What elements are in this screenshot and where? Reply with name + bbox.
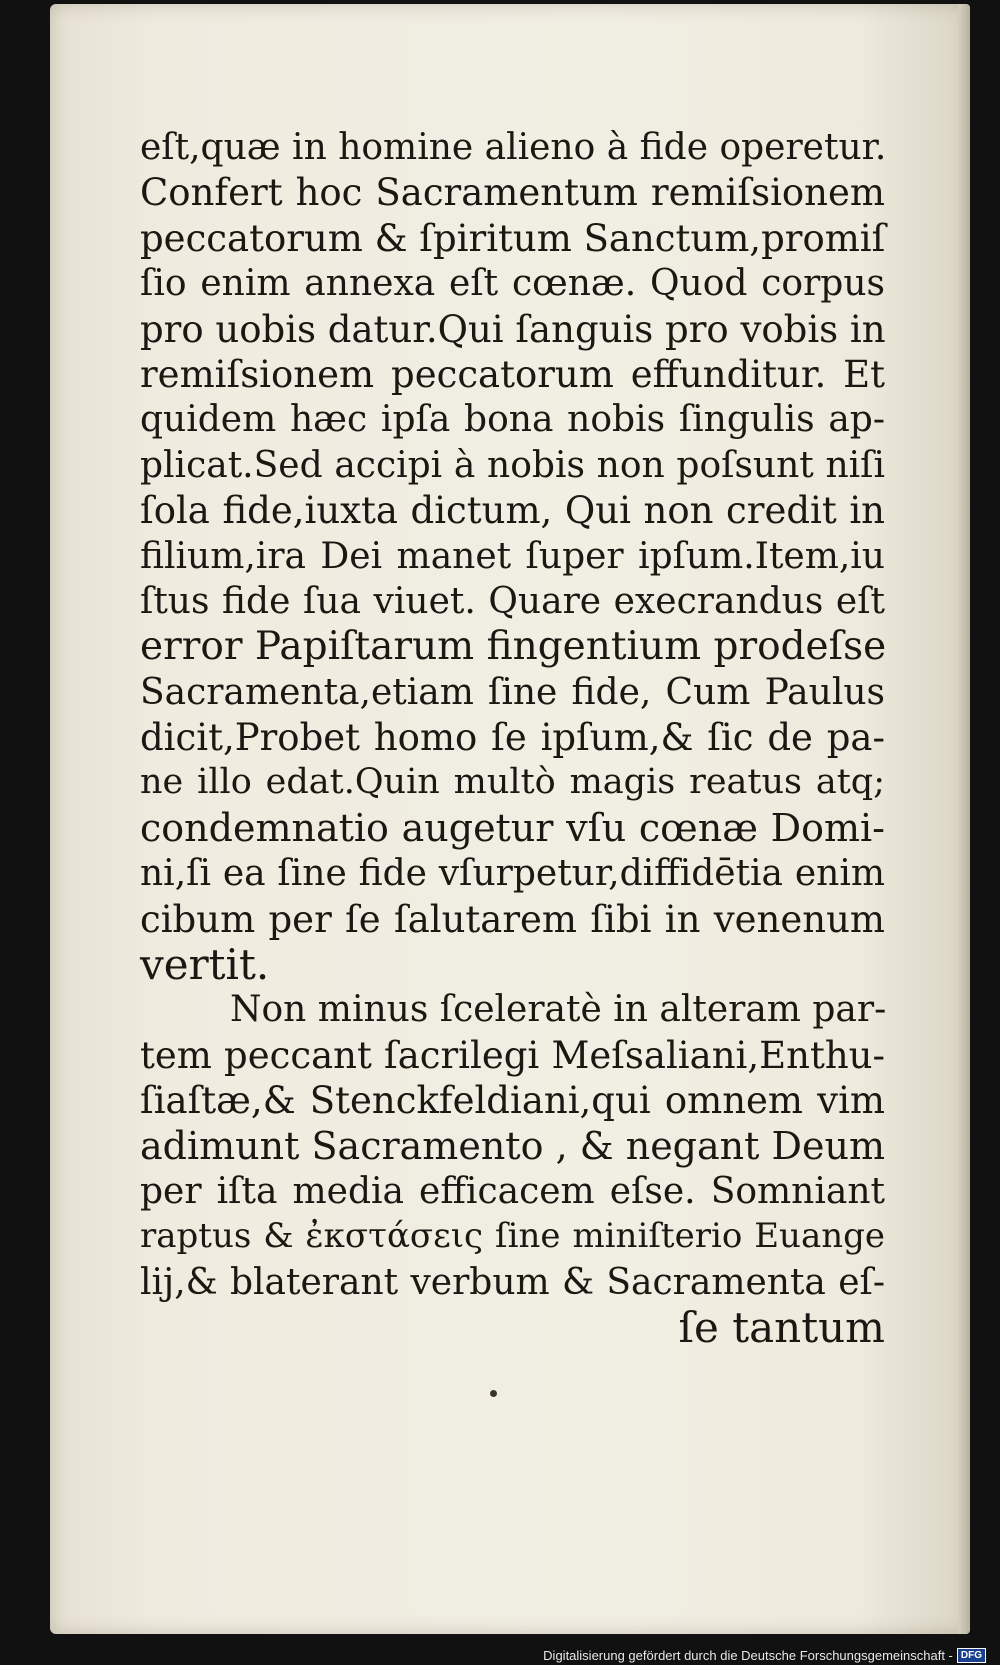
text-line: Non minus ſceleratè in alteram par-: [230, 989, 887, 1031]
text-line: pro uobis datur.Qui ſanguis pro vobis in: [140, 307, 886, 351]
text-line: ſola fide,iuxta dictum, Qui non credit in: [140, 489, 885, 533]
text-line: plicat.Sed accipi à nobis non poſsunt niſi: [140, 444, 885, 486]
text-line: remiſsionem peccatorum effunditur. Et: [140, 352, 885, 396]
text-line: ſiaſtæ,& Stenckfeldiani,qui omnem vim: [140, 1079, 885, 1123]
credit-text: Digitalisierung gefördert durch die Deutsche Forschungsgemeinschaft -: [543, 1648, 953, 1663]
text-line: condemnatio augetur vſu cœnæ Domi-: [140, 805, 885, 850]
ink-dot: [490, 1390, 497, 1397]
text-line: eſt,quæ in homine alieno à fide operetur.: [140, 127, 887, 168]
text-line: ſtus fide ſua viuet. Quare execrandus eſt: [140, 580, 885, 622]
text-line: vertit.: [140, 940, 270, 990]
page-text: [140, 125, 885, 1351]
text-line: ni,ſi ea ſine fide vſurpetur,diffidētia enim: [140, 853, 885, 895]
text-line: quidem hæc ipſa bona nobis ſingulis ap-: [140, 399, 885, 441]
text-line: adimunt Sacramento , & negant Deum: [140, 1123, 885, 1168]
text-line: error Papiſtarum fingentium prodeſse: [140, 624, 887, 670]
text-line: ne illo edat.Quin multò magis reatus atq;: [140, 762, 885, 803]
text-line: dicit,Probet homo ſe ipſum,& ſic de pa-: [140, 716, 885, 760]
text-line: per iſta media efficacem eſse. Somniant: [140, 1170, 885, 1212]
text-line: raptus & ἐκστάσεις ſine miniſterio Euange: [140, 1216, 885, 1257]
text-line: Sacramenta,etiam ſine fide, Cum Paulus: [140, 671, 885, 713]
page-edge: [958, 4, 970, 1634]
text-line: Confert hoc Sacramentum remiſsionem: [140, 171, 885, 215]
text-line: tem peccant ſacrilegi Meſsaliani,Enthu-: [140, 1033, 885, 1077]
digitization-credit: [543, 1648, 986, 1663]
text-line: lij,& blaterant verbum & Sacramenta eſ-: [140, 1261, 885, 1303]
catchword: ſe tantum: [678, 1303, 885, 1353]
text-line: peccatorum & ſpiritum Sanctum,promiſ: [140, 216, 886, 260]
text-line: cibum per ſe ſalutarem ſibi in venenum: [140, 897, 885, 941]
dfg-logo-icon: DFG: [957, 1648, 986, 1663]
text-line: filium,ira Dei manet ſuper ipſum.Item,iu: [140, 535, 885, 577]
text-line: ſio enim annexa eſt cœnæ. Quod corpus: [140, 263, 885, 305]
